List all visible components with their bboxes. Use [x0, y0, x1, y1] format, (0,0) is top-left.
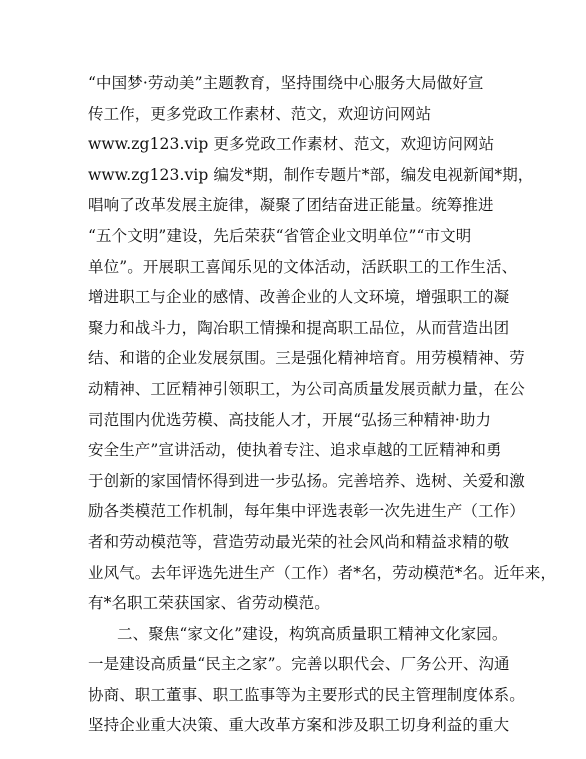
text-line: 协商、职工董事、职工监事等为主要形式的民主管理制度体系。 [88, 685, 525, 704]
text-line: 司范围内优选劳模、高技能人才，开展“弘扬三种精神·助力 [88, 410, 492, 429]
text-line: 唱响了改革发展主旋律，凝聚了团结奋进正能量。统筹推进 [88, 196, 494, 215]
section-heading-line: 二、聚焦“家文化”建设，构筑高质量职工精神文化家园。 [117, 624, 508, 643]
text-line: 有*名职工荣获国家、省劳动模范。 [88, 594, 330, 613]
text-line: 于创新的家国情怀得到进一步弘扬。完善培养、选树、关爱和激 [88, 471, 525, 490]
text-line: 励各类模范工作机制，每年集中评选表彰一次先进生产（工作） [88, 502, 525, 521]
text-line: 一是建设高质量“民主之家”。完善以职代会、厂务公开、沟通 [88, 655, 510, 674]
text-line: 传工作，更多党政工作素材、范文，欢迎访问网站 [88, 104, 432, 123]
text-line: www.zg123.vip 编发*期，制作专题片*部，编发电视新闻*期， [88, 165, 534, 184]
text-line: 坚持企业重大决策、重大改革方案和涉及职工切身利益的重大 [88, 716, 510, 735]
text-line: 者和劳动模范等，营造劳动最光荣的社会风尚和精益求精的敬 [88, 532, 510, 551]
text-line: 业风气。去年评选先进生产（工作）者*名，劳动模范*名。近年来， [88, 563, 557, 582]
text-line: 安全生产”宣讲活动，使执着专注、追求卓越的工匠精神和勇 [88, 441, 502, 460]
text-line: 结、和谐的企业发展氛围。三是强化精神培育。用劳模精神、劳 [88, 349, 525, 368]
text-line: 动精神、工匠精神引领职工，为公司高质量发展贡献力量，在公 [88, 379, 525, 398]
text-line: 聚力和战斗力，陶冶职工情操和提高职工品位，从而营造出团 [88, 318, 510, 337]
text-line: “中国梦·劳动美”主题教育，坚持围绕中心服务大局做好宣 [88, 74, 484, 92]
text-line: 增进职工与企业的感情、改善企业的人文环境，增强职工的凝 [88, 288, 510, 307]
text-line: www.zg123.vip 更多党政工作素材、范文，欢迎访问网站 [88, 135, 495, 154]
text-line: “五个文明”建设，先后荣获“省管企业文明单位”“市文明 [88, 226, 472, 245]
document-body [88, 68, 557, 741]
text-line: 单位”。开展职工喜闻乐见的文体活动，活跃职工的工作生活、 [88, 257, 518, 276]
